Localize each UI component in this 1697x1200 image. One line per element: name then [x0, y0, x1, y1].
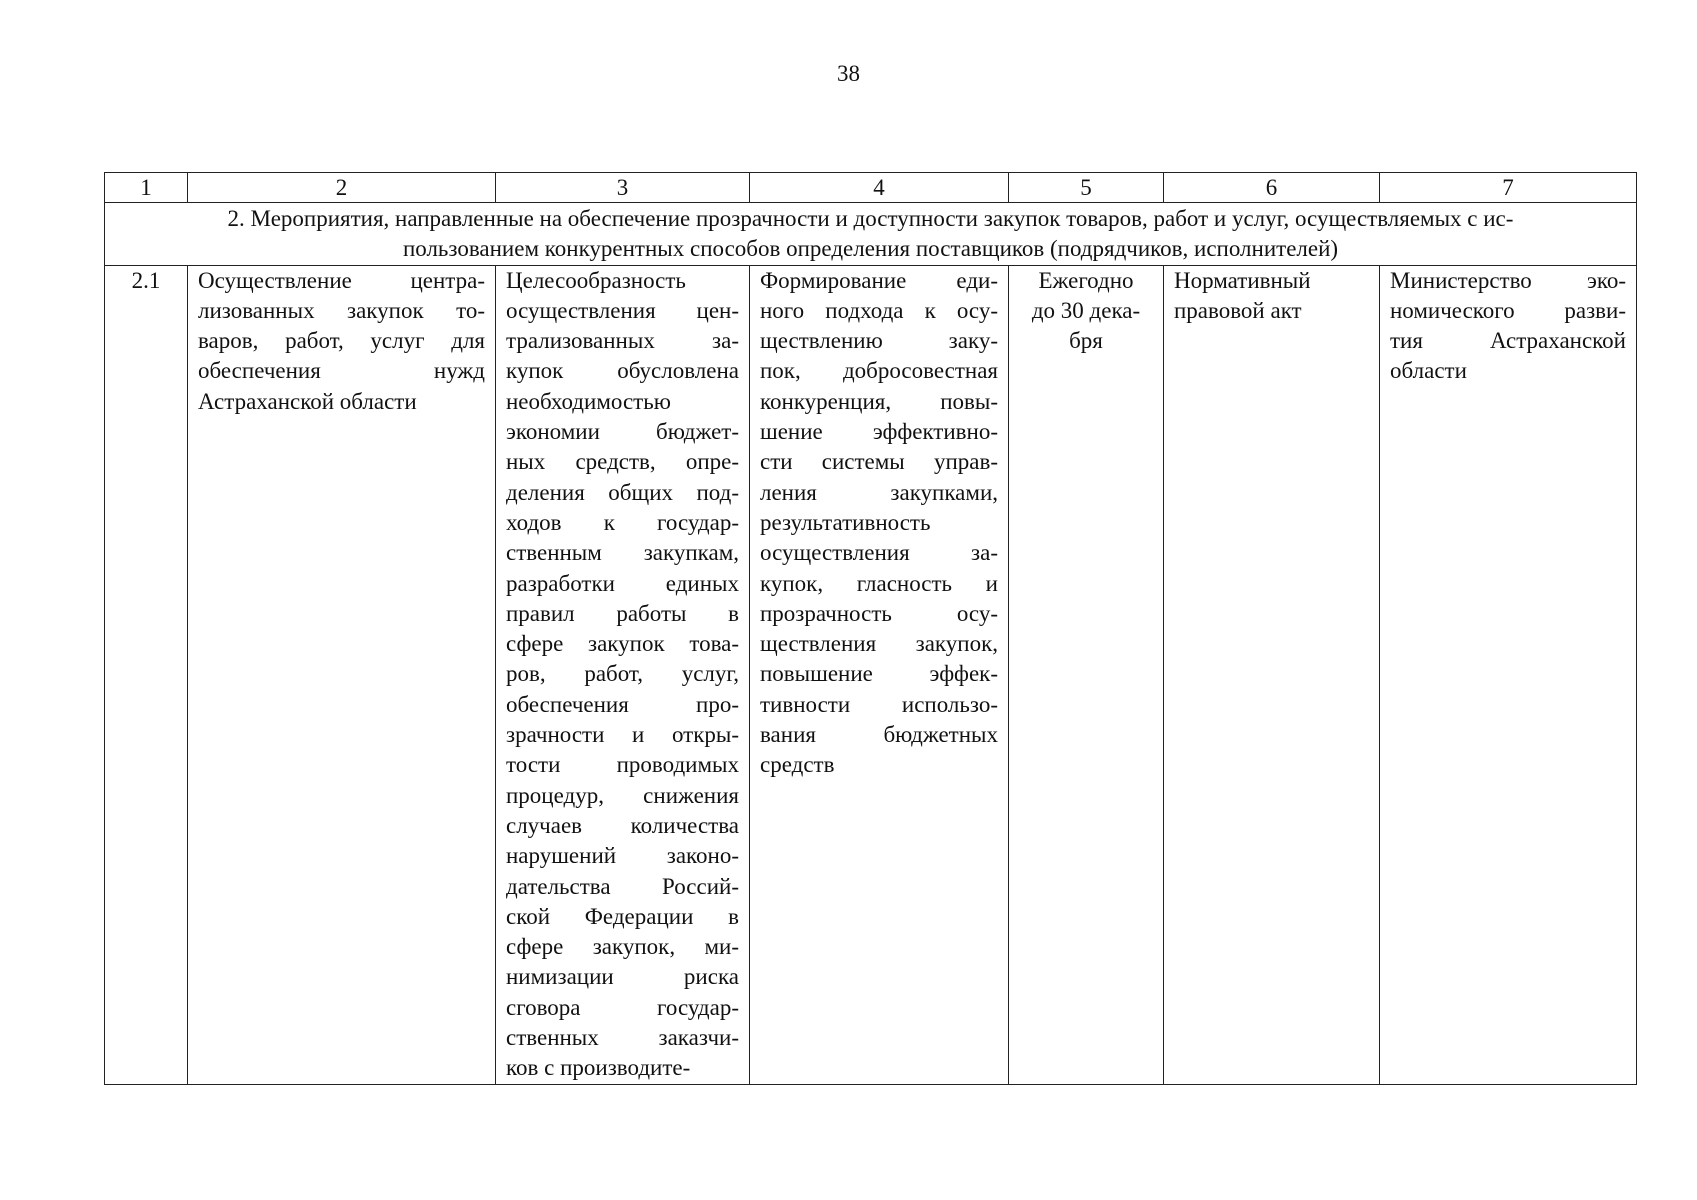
- column-number: 3: [496, 173, 750, 203]
- text-line: Нормативный: [1174, 267, 1311, 293]
- text-line: Осуществление центра-: [198, 267, 485, 293]
- text-line: ления закупками,: [760, 479, 998, 505]
- text-line: тивности использо-: [760, 691, 998, 717]
- text-line: случаев количества: [506, 812, 739, 838]
- text-line: сти системы управ-: [760, 449, 998, 475]
- section-heading-row: [105, 203, 1637, 266]
- document-type-cell: [1164, 265, 1380, 1084]
- deadline-cell: [1009, 265, 1164, 1084]
- text-line: ных средств, опре-: [506, 449, 739, 475]
- text-line: ществлению заку-: [760, 328, 998, 354]
- text-line: осуществления за-: [760, 540, 998, 566]
- column-number: 1: [105, 173, 188, 203]
- text-line: лизованных закупок то-: [198, 297, 485, 323]
- text-line: ской Федерации в: [506, 903, 739, 929]
- text-line: повышение эффек-: [760, 661, 998, 687]
- text-line: необходимостью: [506, 388, 671, 414]
- text-line: процедур, снижения: [506, 782, 739, 808]
- text-line: трализованных за-: [506, 328, 739, 354]
- text-line: ственных заказчи-: [506, 1025, 739, 1051]
- text-line: ходов к государ-: [506, 509, 739, 535]
- text-line: тости проводимых: [506, 752, 739, 778]
- row-number: 2.1: [105, 265, 188, 1084]
- text-line: зрачности и откры-: [506, 722, 739, 748]
- text-line: нарушений законо-: [506, 843, 739, 869]
- text-line: средств: [760, 752, 835, 778]
- text-line: прозрачность осу-: [760, 600, 998, 626]
- text-line: деления общих под-: [506, 479, 739, 505]
- text-line: экономии бюджет-: [506, 419, 739, 445]
- text-line: конкуренция, повы-: [760, 388, 998, 414]
- rationale-cell: [496, 265, 750, 1084]
- responsible-cell: [1380, 265, 1637, 1084]
- text-line: правовой акт: [1174, 297, 1302, 323]
- text-line: обеспечения нужд: [198, 358, 485, 384]
- text-line: Целесообразность: [506, 267, 686, 293]
- text-line: сговора государ-: [506, 994, 739, 1020]
- text-line: обеспечения про-: [506, 691, 739, 717]
- text-line: правил работы в: [506, 600, 739, 626]
- text-line: до 30 дека-: [1031, 297, 1141, 323]
- column-number: 5: [1009, 173, 1164, 203]
- column-number: 7: [1380, 173, 1637, 203]
- text-line: ров, работ, услуг,: [506, 661, 739, 687]
- text-line: осуществления цен-: [506, 297, 739, 323]
- text-line: вания бюджетных: [760, 722, 998, 748]
- text-line: ственным закупкам,: [506, 540, 739, 566]
- text-line: сфере закупок, ми-: [506, 934, 739, 960]
- text-line: ков с производите-: [506, 1055, 691, 1081]
- text-line: дательства Россий-: [506, 873, 739, 899]
- text-line: пок, добросовестная: [760, 358, 998, 384]
- page-number: 38: [837, 61, 860, 86]
- text-line: номического разви-: [1390, 297, 1626, 323]
- column-number: 6: [1164, 173, 1380, 203]
- text-line: пользованием конкурентных способов определения поставщиков (подрядчиков, исполнителей): [402, 236, 1339, 262]
- column-number: 4: [750, 173, 1009, 203]
- measure-name-cell: [188, 265, 496, 1084]
- text-line: разработки единых: [506, 570, 739, 596]
- text-line: сфере закупок това-: [506, 631, 739, 657]
- column-number-row: [105, 173, 1637, 203]
- text-line: нимизации риска: [506, 964, 739, 990]
- text-line: Министерство эко-: [1390, 267, 1626, 293]
- text-line: ного подхода к осу-: [760, 297, 998, 323]
- column-number: 2: [188, 173, 496, 203]
- text-line: бря: [1069, 328, 1103, 354]
- text-line: варов, работ, услуг для: [198, 328, 485, 354]
- measures-table: [104, 172, 1637, 1085]
- section-heading: [105, 203, 1637, 266]
- text-line: области: [1390, 358, 1467, 384]
- text-line: купок, гласность и: [760, 570, 998, 596]
- text-line: Ежегодно: [1038, 267, 1134, 293]
- text-line: купок обусловлена: [506, 358, 739, 384]
- expected-result-cell: [750, 265, 1009, 1084]
- text-line: шение эффективно-: [760, 419, 998, 445]
- table-row: [105, 265, 1637, 1084]
- text-line: Формирование еди-: [760, 267, 998, 293]
- text-line: результативность: [760, 509, 931, 535]
- text-line: Астраханской области: [198, 388, 417, 414]
- text-line: ществления закупок,: [760, 631, 998, 657]
- text-line: 2. Мероприятия, направленные на обеспечение прозрачности и доступности закупок товаров, работ и услуг, осуществляемых с ис-: [227, 206, 1514, 231]
- text-line: тия Астраханской: [1390, 328, 1626, 354]
